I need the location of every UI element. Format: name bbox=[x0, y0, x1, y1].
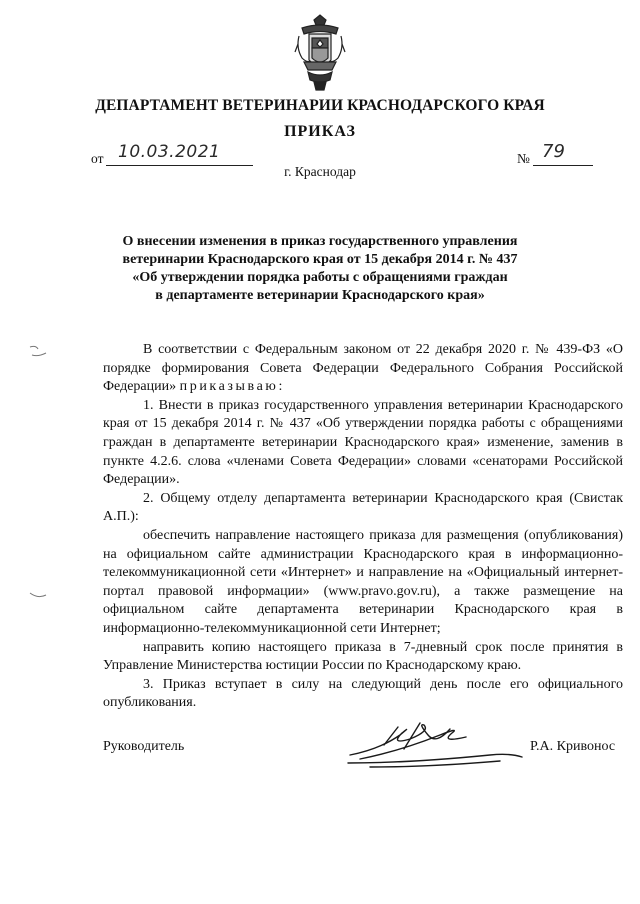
document-type: ПРИКАЗ bbox=[284, 123, 356, 140]
number-label: № bbox=[517, 151, 530, 166]
item-2-subitem-a: обеспечить направление настоящего приказа для размещения (опубликования) на официальном сайте администрации Краснодарского края в информационно-телекоммуникационной сети «Интернет» и направление на «Официальный интернет-портал правовой информации» (www.pravo.gov.ru), а также размещение на официальном сайте департамента ветеринарии Краснодарского края в информационно-телекоммуникационной сети Интернет; bbox=[103, 527, 623, 636]
signatory-name: Р.А. Кривонос bbox=[530, 739, 616, 754]
document-subject bbox=[100, 233, 540, 305]
preamble-text: В соответствии с Федеральным законом от 22 декабря 2020 г. № 439-ФЗ «О порядке формирования Совета Федерации Федерального Собрания Российской Федерации» bbox=[103, 342, 623, 395]
document-body bbox=[103, 341, 623, 713]
subject-line: ветеринарии Краснодарского края от 15 декабря 2014 г. № 437 bbox=[122, 252, 518, 267]
date-handwritten: 10.03.2021 bbox=[118, 142, 221, 162]
date-label: от bbox=[91, 151, 104, 166]
item-2-subitem-b: направить копию настоящего приказа в 7-дневный срок после принятия в Управление Министерства юстиции России по Краснодарскому краю. bbox=[103, 639, 623, 674]
item-3: 3. Приказ вступает в силу на следующий день после его официального опубликования. bbox=[103, 676, 623, 711]
subject-line: «Об утверждении порядка работы с обращениями граждан bbox=[132, 270, 508, 285]
number-underline bbox=[533, 165, 593, 166]
signatory-position: Руководитель bbox=[103, 739, 185, 754]
preamble-paragraph bbox=[103, 341, 623, 397]
number-handwritten: 79 bbox=[542, 141, 565, 162]
margin-mark-icon bbox=[28, 343, 50, 359]
signature-icon bbox=[340, 705, 530, 775]
subject-line: О внесении изменения в приказ государственного управления bbox=[122, 234, 518, 249]
department-name: ДЕПАРТАМЕНТ ВЕТЕРИНАРИИ КРАСНОДАРСКОГО КРАЯ bbox=[95, 97, 545, 114]
item-1: 1. Внести в приказ государственного управления ветеринарии Краснодарского края от 15 декабря 2014 г. № 437 «Об утверждении порядка работы с обращениями граждан в департаменте ветеринарии Краснодарского края» изменение, заменив в пункте 4.2.6. слова «членами Совета Федерации» словами «сенаторами Российской Федерации». bbox=[103, 397, 623, 488]
subject-line: в департаменте ветеринарии Краснодарского края» bbox=[155, 288, 485, 303]
item-2: 2. Общему отделу департамента ветеринарии Краснодарского края (Свистак А.П.): bbox=[103, 490, 623, 525]
margin-mark-icon bbox=[28, 587, 50, 603]
decree-word: приказываю: bbox=[179, 379, 285, 395]
city: г. Краснодар bbox=[284, 164, 356, 179]
coat-of-arms-icon bbox=[294, 14, 346, 92]
